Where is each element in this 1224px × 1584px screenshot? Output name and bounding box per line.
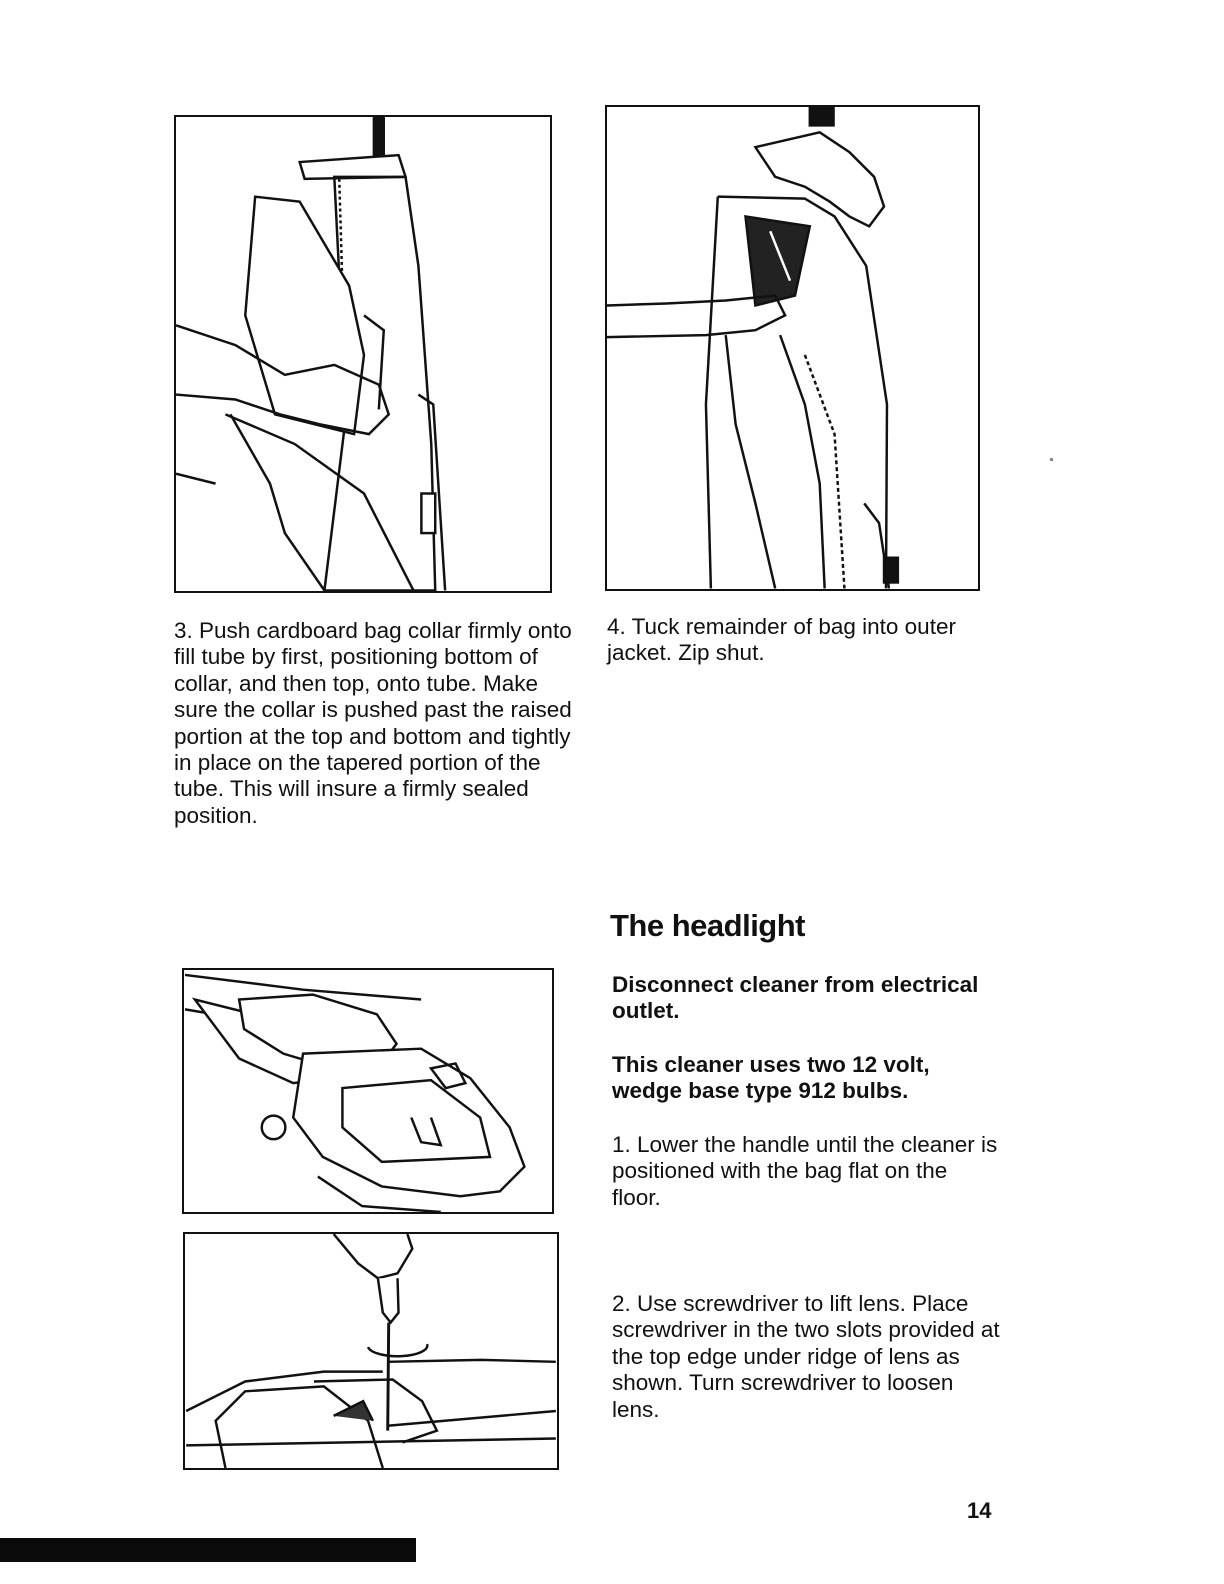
step4-text: 4. Tuck remainder of bag into outer jacket. Zip shut. (607, 614, 956, 666)
step3-illustration (174, 115, 552, 593)
headlight-step2-text: 2. Use screwdriver to lift lens. Place screwdriver in the two slots provided at the top edge under ridge of lens as shown. Turn screwdriver to loosen lens. (612, 1291, 1000, 1422)
warning-disconnect: Disconnect cleaner from electrical outlet. (612, 972, 979, 1024)
section-heading: The headlight (610, 908, 805, 943)
bag-collar-drawing (176, 117, 550, 591)
step3-text: 3. Push cardboard bag collar firmly onto fill tube by first, positioning bottom of collar, and then top, onto tube. Make sure the collar is pushed past the raised portion at the top and bottom and tightly in place on the tapered portion of the tube. This will insure a firmly sealed position. (174, 618, 572, 828)
headlight-step1-text: 1. Lower the handle until the cleaner is positioned with the bag flat on the floor. (612, 1132, 998, 1210)
screwdriver-lens-drawing (185, 1234, 557, 1468)
tuck-bag-drawing (607, 107, 978, 589)
vacuum-flat-drawing (184, 970, 552, 1212)
warning-bulbs: This cleaner uses two 12 volt, wedge base type 912 bulbs. (612, 1052, 930, 1104)
screwdriver-illustration (183, 1232, 559, 1470)
scan-speck (1050, 458, 1053, 461)
headlight-illustration (182, 968, 554, 1214)
footer-bar (0, 1538, 416, 1562)
step4-illustration (605, 105, 980, 591)
page-number: 14 (967, 1498, 992, 1523)
